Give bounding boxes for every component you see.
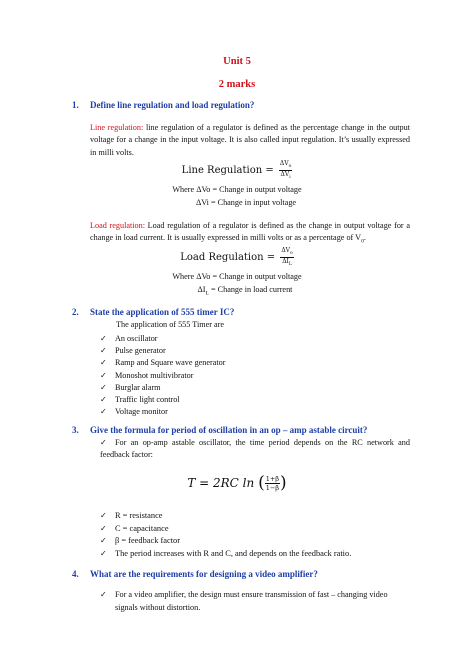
line-where-2: ΔVi = Change in input voltage bbox=[195, 198, 297, 207]
question-3-number: 3. bbox=[72, 425, 79, 435]
question-4-text: What are the requirements for designing a video amplifier? bbox=[90, 569, 318, 579]
load-regulation-paragraph: Load regulation: Load regulation of a regulator is defined as the change in output voltage for a change in load current. It is usually expressed in milli volts or as a percentage of $V_0$. bbox=[90, 221, 410, 246]
question-2-number: 2. bbox=[72, 307, 79, 317]
list-item: ✓ For a video amplifier, the design must ensure transmission of fast – changing video bbox=[100, 589, 388, 602]
question-2-text: State the application of 555 timer IC? bbox=[90, 307, 235, 317]
list-item: ✓ The period increases with R and C, and depends on the feedback ratio. bbox=[100, 548, 351, 561]
checkmark-icon: ✓ bbox=[100, 407, 107, 417]
list-item: ✓ R = resistance bbox=[100, 510, 351, 523]
checkmark-icon: ✓ bbox=[100, 590, 107, 599]
load-regulation-lead: Load regulation: bbox=[90, 221, 145, 230]
formula-terms-list bbox=[100, 510, 351, 560]
period-formula-lhs: T = 2RC ln bbox=[187, 476, 255, 490]
checkmark-icon: ✓ bbox=[100, 370, 107, 380]
list-item: ✓ Traffic light control bbox=[100, 394, 226, 406]
question-3-text: Give the formula for period of oscillation in an op – amp astable circuit? bbox=[90, 425, 368, 435]
checkmark-icon: ✓ bbox=[100, 536, 107, 546]
list-item: ✓ Pulse generator bbox=[100, 345, 226, 357]
checkmark-icon: ✓ bbox=[100, 395, 107, 405]
checkmark-icon: ✓ bbox=[100, 438, 107, 447]
list-item: ✓ An oscillator bbox=[100, 333, 226, 345]
q4-answer-continuation: signals without distortion. bbox=[115, 602, 201, 612]
checkmark-icon: ✓ bbox=[100, 334, 107, 343]
period-formula: T = 2RC ln ( $\frac{1+\beta}{1-\beta}$ ) bbox=[187, 473, 287, 493]
list-item: ✓ β = feedback factor bbox=[100, 535, 351, 548]
question-1-text: Define line regulation and load regulation? bbox=[90, 100, 255, 110]
checkmark-icon: ✓ bbox=[100, 382, 107, 392]
question-4-number: 4. bbox=[72, 569, 79, 579]
load-regulation-formula bbox=[0, 247, 474, 268]
checkmark-icon: ✓ bbox=[100, 358, 107, 368]
line-regulation-lead: Line regulation: bbox=[90, 123, 144, 132]
load-regulation-text: Load regulation of a regulator is defined as the change in output voltage for a change in load current. It is usually expressed in milli volts or as a percentage of V bbox=[90, 221, 410, 243]
period-formula-fraction: $\frac{1+\beta}{1-\beta}$ bbox=[265, 475, 280, 492]
checkmark-icon: ✓ bbox=[100, 511, 107, 520]
application-intro: The application of 555 Timer are bbox=[116, 320, 225, 329]
marks-subtitle: 2 marks bbox=[218, 79, 256, 90]
load-where-1: Where ΔVo = Change in output voltage bbox=[172, 272, 302, 281]
load-formula-lhs: Load Regulation = bbox=[180, 252, 276, 264]
line-formula-fraction: $\frac{\Delta V_o}{\Delta V_i}$ bbox=[279, 160, 292, 181]
line-where-1: Where ΔVo = Change in output voltage bbox=[172, 185, 302, 194]
checkmark-icon: ✓ bbox=[100, 523, 107, 533]
list-item: ✓ Ramp and Square wave generator bbox=[100, 357, 226, 369]
list-item: ✓ Voltage monitor bbox=[100, 406, 226, 418]
line-regulation-text: line regulation of a regulator is defined as the percentage change in the output voltage for a change in the input voltage. It is also called input regulation. It’s usually expressed in milli volts. bbox=[90, 123, 410, 157]
line-formula-lhs: Line Regulation = bbox=[181, 165, 274, 177]
checkmark-icon: ✓ bbox=[100, 346, 107, 356]
list-item: ✓ Monoshot multivibrator bbox=[100, 370, 226, 382]
load-where-2: $\Delta I_L$ = Change in load current bbox=[197, 285, 293, 297]
line-regulation-paragraph bbox=[90, 122, 410, 159]
list-item: ✓ C = capacitance bbox=[100, 523, 351, 536]
line-regulation-formula bbox=[0, 160, 474, 181]
application-list bbox=[100, 333, 226, 418]
q4-answer bbox=[100, 589, 388, 614]
list-item: ✓ Burglar alarm bbox=[100, 382, 226, 394]
q3-explanation: ✓ For an op-amp astable oscillator, the time period depends on the RC network and feedback factor: bbox=[100, 438, 410, 460]
question-1-number: 1. bbox=[72, 100, 79, 110]
checkmark-icon: ✓ bbox=[100, 548, 107, 558]
load-formula-fraction: $\frac{\Delta V_o}{\Delta I_L}$ bbox=[281, 247, 293, 268]
unit-title: Unit 5 bbox=[223, 56, 251, 67]
